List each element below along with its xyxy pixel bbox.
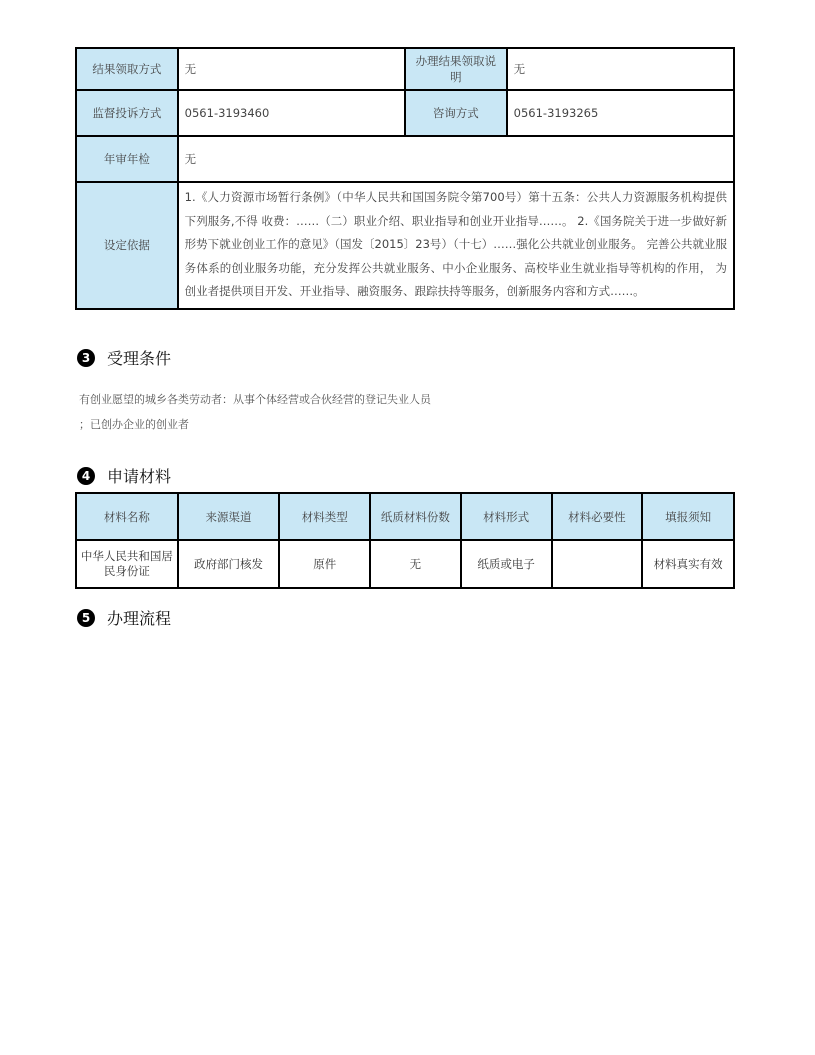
number-5-icon: 5 (77, 609, 95, 627)
column-header: 材料形式 (461, 493, 552, 540)
result-method-value: 无 (178, 48, 405, 90)
section-process (77, 606, 171, 629)
condition-line-2: ；已创办企业的创业者 (79, 418, 189, 431)
number-3-icon: 3 (77, 349, 95, 367)
section-acceptance-conditions (77, 346, 171, 369)
table-header-row (76, 493, 734, 540)
column-header: 纸质材料份数 (370, 493, 461, 540)
column-header: 来源渠道 (178, 493, 280, 540)
basis-value: 1.《人力资源市场暂行条例》（中华人民共和国国务院令第700号）第十五条：公共人力资源服务机构提供下列服务,不得 收费：……（二）职业介绍、职业指导和创业开业指导……。 2.《国务院关于进一步做好新形势下就业创业工作的意见》（国发〔2015〕23号）（十七）……强化公共就业创业服务。 完善公共就业服务体系的创业服务功能，充分发挥公共就业服务、中小企业服务、高校毕业生就业指导等机构的作用， 为创业者提供项目开发、开业指导、融资服务、跟踪扶持等服务，创新服务内容和方式……。 (178, 182, 734, 309)
column-header: 填报须知 (642, 493, 734, 540)
service-info-table (75, 47, 735, 310)
paper-copies-cell: 无 (370, 540, 461, 588)
result-note-value: 无 (507, 48, 734, 90)
materials-table (75, 492, 735, 589)
complaint-label: 监督投诉方式 (76, 90, 178, 136)
table-row (76, 182, 734, 309)
result-method-label: 结果领取方式 (76, 48, 178, 90)
complaint-value: 0561-3193460 (178, 90, 405, 136)
material-source-cell: 政府部门核发 (178, 540, 280, 588)
material-form-cell: 纸质或电子 (461, 540, 552, 588)
material-name-cell: 中华人民共和国居民身份证 (76, 540, 178, 588)
column-header: 材料必要性 (552, 493, 643, 540)
annual-check-value: 无 (178, 136, 734, 182)
section-title: 受理条件 (107, 349, 172, 368)
number-4-icon: 4 (77, 467, 95, 485)
basis-label: 设定依据 (76, 182, 178, 309)
result-note-label: 办理结果领取说明 (405, 48, 507, 90)
section-title: 办理流程 (107, 609, 172, 628)
condition-line-1: 有创业愿望的城乡各类劳动者：从事个体经营或合伙经营的登记失业人员 (79, 393, 431, 406)
consult-label: 咨询方式 (405, 90, 507, 136)
material-necessity-cell (552, 540, 643, 588)
table-row (76, 540, 734, 588)
column-header: 材料类型 (279, 493, 370, 540)
consult-value: 0561-3193265 (507, 90, 734, 136)
section-title: 申请材料 (107, 467, 172, 486)
filling-notes-cell: 材料真实有效 (642, 540, 734, 588)
annual-check-label: 年审年检 (76, 136, 178, 182)
section-application-materials (77, 464, 171, 487)
material-type-cell: 原件 (279, 540, 370, 588)
table-row (76, 90, 734, 136)
table-row (76, 48, 734, 90)
table-row (76, 136, 734, 182)
column-header: 材料名称 (76, 493, 178, 540)
